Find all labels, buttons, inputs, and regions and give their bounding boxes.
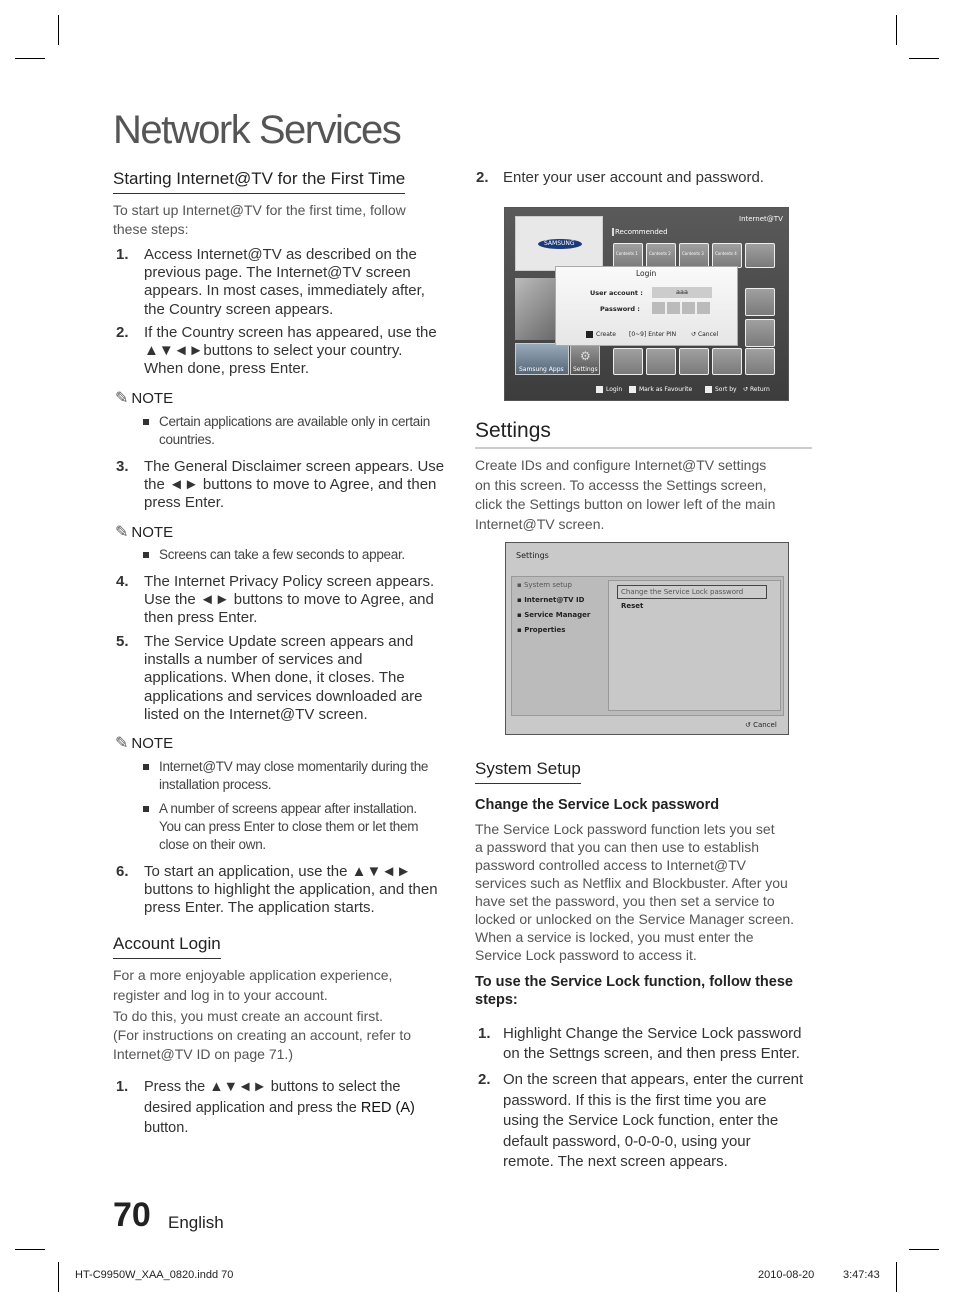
lock-paragraph: The Service Lock password function lets you set a password that you can then use to establish password controlled access to Internet@TV services such as Netflix and Blockbuster. After you have set the password, you then set a service to locked or unlocked on the Service Manager screen. When a service is locked, you must enter the Service Lock password to access it. xyxy=(475,821,795,963)
settings-screenshot xyxy=(505,542,789,735)
note-bullet: A number of screens appear after installation. You can press Enter to close them or let them close on their own. xyxy=(143,800,463,858)
gear-icon: ⚙ xyxy=(580,349,591,363)
settings-button[interactable]: ⚙ Settings xyxy=(570,343,600,375)
footer-date: 2010-08-20 xyxy=(758,1269,815,1281)
crop-mark xyxy=(909,58,939,59)
section-title: Account Login xyxy=(113,934,221,959)
recommended-label: Recommended xyxy=(615,228,668,236)
page-number: 70 xyxy=(113,1196,151,1234)
login-dialog: Login User account : aaa Password : Create [0~9] Enter PIN ↺ Cancel xyxy=(555,266,738,346)
return-icon: ↺ xyxy=(745,721,754,729)
right-step-2: 2. Enter your user account and password. xyxy=(476,169,764,186)
system-setup-heading: System Setup xyxy=(475,759,581,784)
step-6: 6. To start an application, use the ▲▼◄► buttons to highlight the application, and then press Enter. The application starts. xyxy=(116,863,438,917)
footer-filename: HT-C9950W_XAA_0820.indd 70 xyxy=(75,1269,234,1281)
internet-tv-login-screenshot: SAMSUNG Internet@TV Recommended Contents 1 Contents 2 Contents 3 Contents 4 Samsung Apps ⚙ Settings Login User account : aaa Password : Create [0~9] Enter PIN ↺ Cancel Login Mark as Favourite Sort by ↺ Return xyxy=(504,207,789,401)
cancel-button[interactable]: ↺ Cancel xyxy=(745,721,777,729)
settings-screen-title: Settings xyxy=(516,551,549,560)
note-bullet: Internet@TV may close momentarily during the installation process. xyxy=(143,758,463,798)
pencil-icon: ✎ xyxy=(115,524,129,541)
pencil-icon: ✎ xyxy=(115,735,129,752)
step-3: 3. The General Disclaimer screen appears. Use the ◄► buttons to move to Agree, and then press Enter. xyxy=(116,458,445,512)
menu-item-system-setup[interactable]: ▪ System setup xyxy=(517,581,572,589)
note-heading: ✎ NOTE xyxy=(115,524,174,541)
divider xyxy=(475,447,812,449)
note-heading: ✎ NOTE xyxy=(115,735,174,752)
settings-paragraph: Create IDs and configure Internet@TV settings on this screen. To accesss the Settings screen, click the Settings button on lower left of the main Internet@TV screen. xyxy=(475,457,776,532)
page-language: English xyxy=(168,1213,224,1232)
samsung-logo-panel: SAMSUNG xyxy=(515,216,603,271)
return-icon: ↺ xyxy=(743,386,750,393)
lock-step-2: 2. On the screen that appears, enter the current password. If this is the first time you are using the Service Lock function, enter the default password, 0-0-0-0, using your remote. The next screen appears. xyxy=(478,1071,804,1170)
reset-option[interactable]: Reset xyxy=(621,602,644,610)
login-paragraph: To do this, you must create an account first. (For instructions on creating an account, refer to Internet@TV ID on page 71.) xyxy=(113,1008,412,1062)
note-heading: ✎ NOTE xyxy=(115,390,174,407)
pin-box[interactable] xyxy=(682,302,695,314)
crop-mark xyxy=(896,1262,897,1292)
settings-options xyxy=(608,580,781,711)
internet-tv-header: Internet@TV xyxy=(739,215,783,223)
login-step-1: 1. Press the ▲▼◄► buttons to select the desired application and press the RED (A) button. xyxy=(116,1079,415,1136)
user-account-input[interactable]: aaa xyxy=(652,287,712,298)
footer-time: 3:47:43 xyxy=(843,1269,880,1281)
step-4: 4. The Internet Privacy Policy screen appears. Use the ◄► buttons to move to Agree, and then press Enter. xyxy=(116,573,435,627)
crop-mark xyxy=(15,1249,45,1250)
crop-mark xyxy=(58,15,59,45)
note-bullet: Screens can take a few seconds to appear. xyxy=(143,546,463,566)
intro-paragraph: To start up Internet@TV for the first time, follow these steps: xyxy=(113,202,406,237)
menu-item-properties[interactable]: ▪ Properties xyxy=(517,626,566,634)
login-paragraph: For a more enjoyable application experience, register and log in to your account. xyxy=(113,967,393,1003)
section-heading-first-time xyxy=(113,169,405,194)
pin-box[interactable] xyxy=(652,302,665,314)
menu-item-internet-tv-id[interactable]: ▪ Internet@TV ID xyxy=(517,596,585,604)
lock-step-1: 1. Highlight Change the Service Lock password on the Settngs screen, and then press Enter. xyxy=(478,1025,802,1062)
pin-box[interactable] xyxy=(667,302,680,314)
crop-mark xyxy=(896,15,897,45)
settings-heading: Settings xyxy=(475,419,551,442)
change-lock-password-option[interactable]: Change the Service Lock password xyxy=(617,585,767,599)
thumbnail-image xyxy=(515,278,560,340)
red-a-key: RED (A) xyxy=(360,1099,415,1116)
crop-mark xyxy=(15,58,45,59)
return-icon: ↺ xyxy=(691,331,698,338)
step-2: 2. If the Country screen has appeared, use the ▲▼◄►buttons to select your country. When done, press Enter. xyxy=(116,324,437,378)
crop-mark xyxy=(58,1262,59,1292)
samsung-apps-button[interactable]: Samsung Apps xyxy=(515,343,569,375)
settings-panel xyxy=(511,576,784,716)
pencil-icon: ✎ xyxy=(115,390,129,407)
page-title: Network Services xyxy=(113,108,401,152)
step-5: 5. The Service Update screen appears and installs a number of services and applications. When done, it closes. The applications and services downloaded are listed on the Internet@TV screen. xyxy=(116,633,423,723)
pin-box[interactable] xyxy=(697,302,710,314)
use-lock-heading: To use the Service Lock function, follow these steps: xyxy=(475,974,793,1008)
section-title: Starting Internet@TV for the First Time xyxy=(113,169,405,194)
lock-password-heading: Change the Service Lock password xyxy=(475,797,720,813)
step-1: 1. Access Internet@TV as described on the previous page. The Internet@TV screen appears. In most cases, immediately after, the Country screen appears. xyxy=(116,246,425,318)
menu-item-service-manager[interactable]: ▪ Service Manager xyxy=(517,611,591,619)
crop-mark xyxy=(909,1249,939,1250)
note-bullet: Certain applications are available only in certain countries. xyxy=(143,413,463,453)
section-heading-account-login xyxy=(113,934,221,959)
